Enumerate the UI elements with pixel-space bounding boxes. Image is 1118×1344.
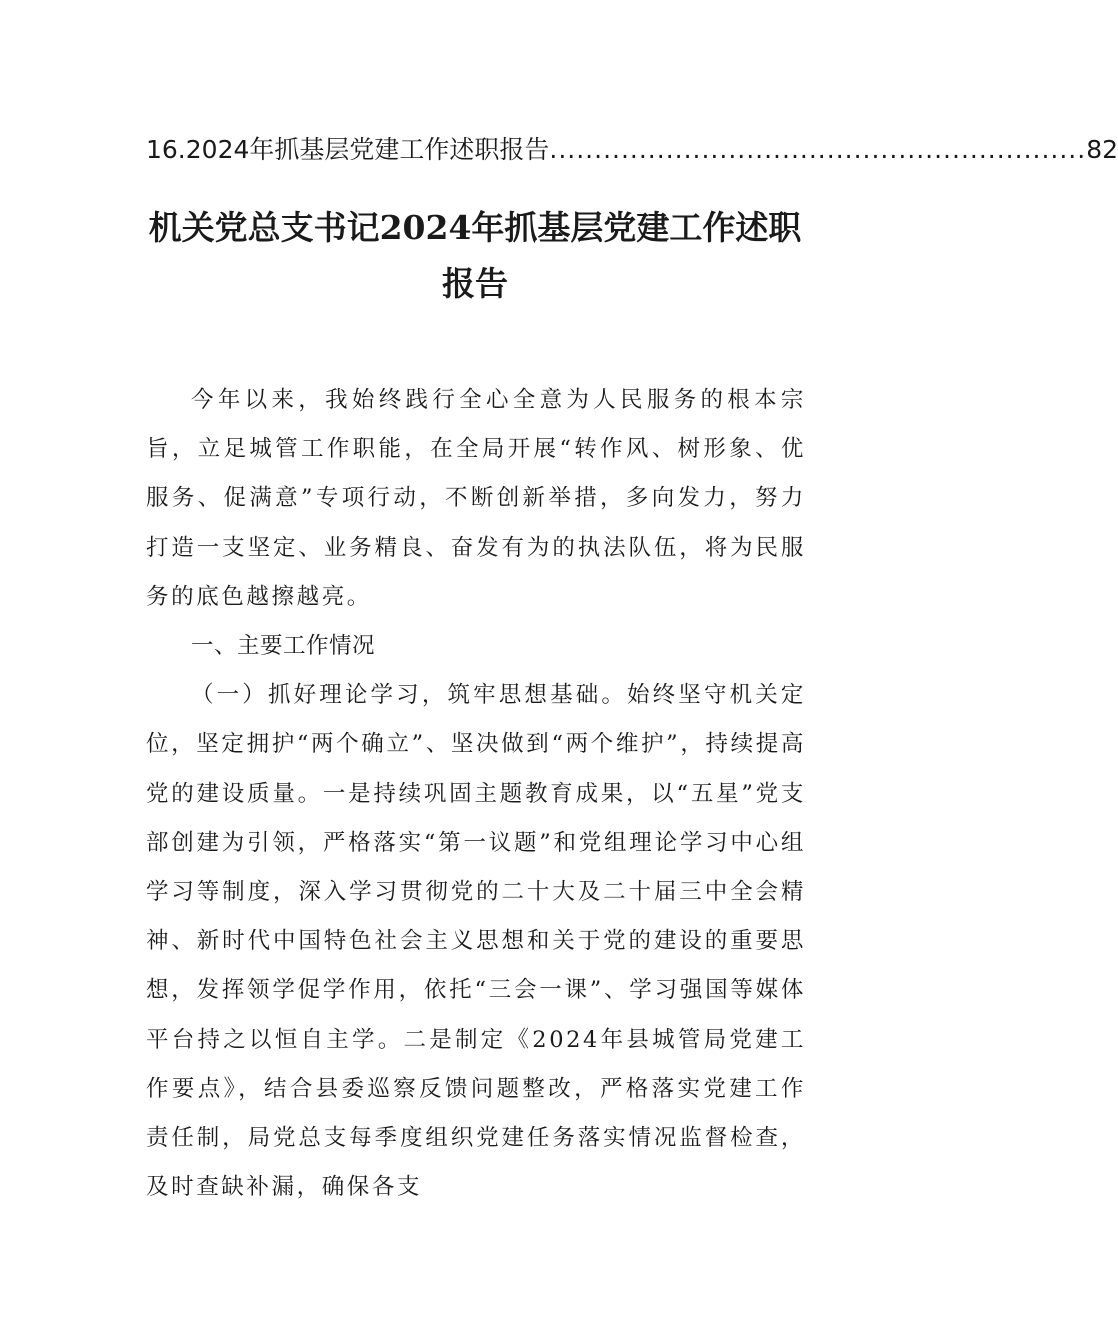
intro-paragraph: 今年以来，我始终践行全心全意为人民服务的根本宗旨，立足城管工作职能，在全局开展“转作风、树形象、优服务、促满意”专项行动，不断创新举措，多向发力，努力打造一支坚定、业务精良、奋发有为的执法队伍，将为民服务的底色越擦越亮。 [146, 387, 806, 610]
toc-leader-dots: ............................................................ [549, 135, 1087, 164]
toc-page-number: 82 [1086, 135, 1118, 164]
section-heading: 一、主要工作情况 [191, 633, 376, 660]
toc-entry[interactable] [146, 130, 1118, 174]
toc-entry-title: 16.2024年抓基层党建工作述职报告 [146, 135, 550, 164]
document-body [146, 376, 806, 1212]
document-title: 机关党总支书记2024年抓基层党建工作述职报告 [148, 208, 802, 303]
body-paragraph: （一）抓好理论学习，筑牢思想基础。始终坚守机关定位，坚定拥护“两个确立”、坚决做到“两个维护”，持续提高党的建设质量。一是持续巩固主题教育成果，以“五星”党支部创建为引领，严格落实“第一议题”和党组理论学习中心组学习等制度，深入学习贯彻党的二十大及二十届三中全会精神、新时代中国特色社会主义思想和关于党的建设的重要思想，发挥领学促学作用，依托“三会一课”、学习强国等媒体平台持之以恒自主学。二是制定《2024年县城管局党建工作要点》，结合县委巡察反馈问题整改，严格落实党建工作责任制，局党总支每季度组织党建任务落实情况监督检查，及时查缺补漏，确保各支 [146, 682, 806, 1201]
